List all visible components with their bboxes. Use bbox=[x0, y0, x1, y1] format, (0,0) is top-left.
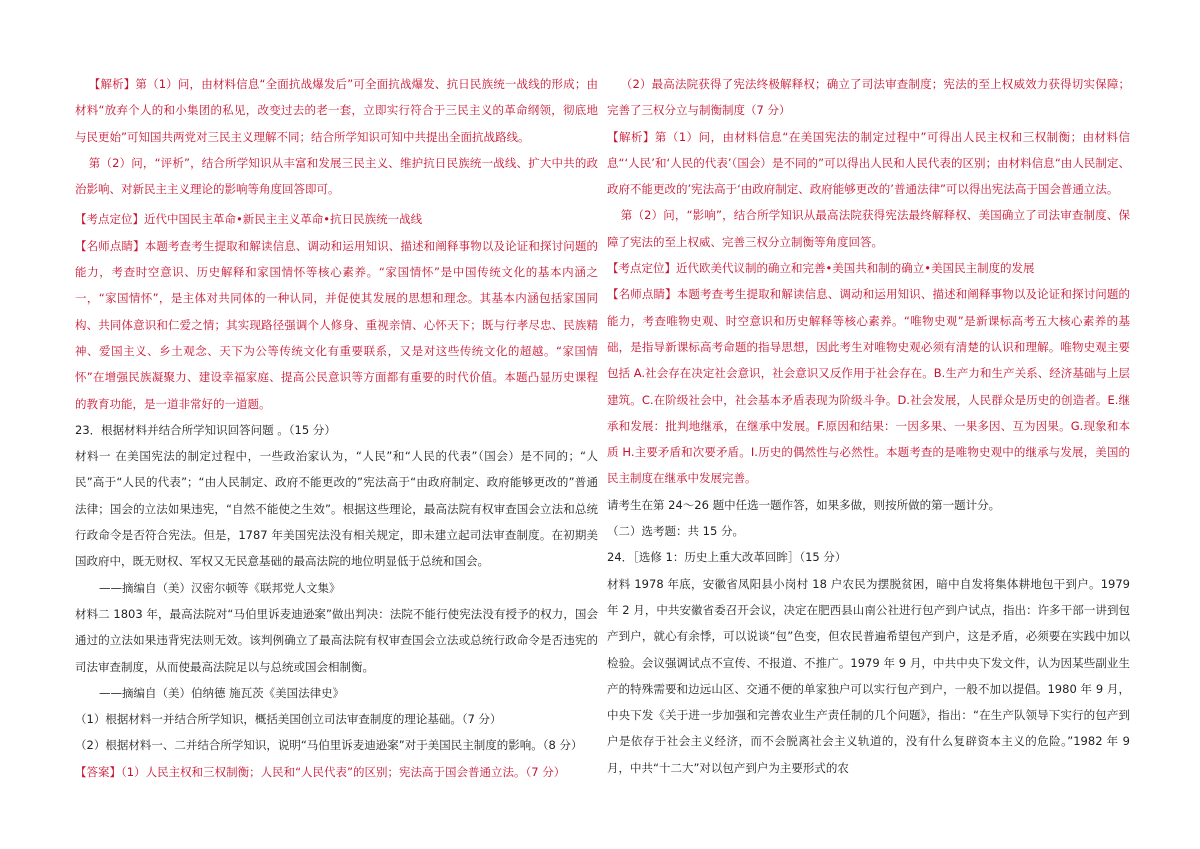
question-23-sub-2: （2）根据材料一、二并结合所学知识，说明“马伯里诉麦迪逊案”对于美国民主制度的影响。（8 分） bbox=[75, 738, 583, 753]
right-column bbox=[607, 71, 1130, 781]
topic-location-q23: 【考点定位】近代欧美代议制的确立和完善•美国共和制的确立•美国民主制度的发展 bbox=[607, 261, 1035, 276]
question-23-material-1: 材料一 在美国宪法的制定过程中，一些政治家认为，“人民”和“人民的代表”（国会）是不同的；“人民”高于“人民的代表”；“由人民制定、政府不能更改的”宪法高于“由政府制定、政府能够更改的”普通法律；国会的立法如果违宪，“自然不能使之生效”。根据这些理论，最高法院有权审查国会立法和总统行政命令是否符合宪法。但是，1787 年美国宪法没有相关规定，即未建立起司法审查制度。在初期美国政府中，既无财权、军权又无民意基础的最高法院的地位明显低于总统和国会。 bbox=[75, 449, 598, 569]
expert-tip-q22: 【名师点睛】本题考查考生提取和解读信息、调动和运用知识、描述和阐释事物以及论证和探讨问题的能力，考查时空意识、历史解释和家国情怀等核心素养。“家国情怀”是中国传统文化的基本内涵之一，“家国情怀”，是主体对共同体的一种认同，并促使其发展的思想和理念。其基本内涵包括家国同构、共同体意识和仁爱之情；其实现路径强调个人修身、重视亲情、心怀天下；既与行孝尽忠、民族精神、爱国主义、乡土观念、天下为公等传统文化有重要联系，又是对这些传统文化的超越。“家国情怀”在增强民族凝聚力、建设幸福家庭、提高公民意识等方面都有重要的时代价值。本题凸显历史课程的教育功能，是一道非常好的一道题。 bbox=[75, 238, 598, 411]
topic-location-q22: 【考点定位】近代中国民主革命•新民主主义革命•抗日民族统一战线 bbox=[75, 212, 423, 227]
analysis-q23-part1: 【解析】第（1）问，由材料信息“在美国宪法的制定过程中”可得出人民主权和三权制衡；由材料信息“‘人民’和‘人民的代表’（国会）是不同的”可以得出人民和人民代表的区别；由材料信息“由人民制定、政府不能更改的’宪法高于‘由政府制定、政府能够更改的’普通法律”可以得出宪法高于国会普通立法。 bbox=[607, 129, 1130, 197]
analysis-q22-part2: 第（2）问，“评析”，结合所学知识从丰富和发展三民主义、维护抗日民族统一战线、扩大中共的政治影响、对新民主主义理论的影响等角度回答即可。 bbox=[75, 155, 598, 197]
analysis-q23-part2: 第（2）问，“影响”，结合所学知识从最高法院获得宪法最终解释权、美国确立了司法审查制度、保障了宪法的至上权威、完善三权分立制衡等角度回答。 bbox=[607, 208, 1130, 249]
left-column bbox=[75, 71, 598, 785]
elective-section-title: （二）选考题：共 15 分。 bbox=[607, 524, 744, 539]
question-23-material-2: 材料二 1803 年，最高法院对“马伯里诉麦迪逊案”做出判决：法院不能行使宪法没有授予的权力，国会通过的立法如果违背宪法则无效。该判例确立了最高法院有权审查国会立法或总统行政命令是否违宪的司法审查制度，从而使最高法院足以与总统或国会相制衡。 bbox=[75, 606, 598, 674]
question-23-title: 23．根据材料并结合所学知识回答问题 。（15 分） bbox=[75, 422, 336, 437]
question-24-title: 24．［选修 1：历史上重大改革回眸］（15 分） bbox=[607, 550, 847, 565]
elective-instructions: 请考生在第 24～26 题中任选一题作答，如果多做，则按所做的第一题计分。 bbox=[607, 497, 1001, 512]
question-24-material: 材料 1978 年底，安徽省凤阳县小岗村 18 户农民为摆脱贫困，暗中自发将集体耕地包干到户。1979 年 2 月，中共安徽省委召开会议，决定在肥西县山南公社进行包产到户试点，指出：许多干部一讲到包产到户，就心有余悸，可以说谈“包”色变，但农民普遍希望包产到户，这是矛盾，必须要在实践中加以检验。会议强调试点不宣传、不报道、不推广。1979 年 9 月，中共中央下发文件，认为因某些副业生产的特殊需要和边远山区、交通不便的单家独户可以实行包产到户，一般不加以提倡。1980 年 9 月，中央下发《关于进一步加强和完善农业生产责任制的几个问题》，指出：“在生产队领导下实行的包产到户是依存于社会主义经济，而不会脱离社会主义轨道的，没有什么复辟资本主义的危险。”1982 年 9 月，中共“十二大”对以包产到户为主要形式的农 bbox=[607, 576, 1130, 775]
question-23-sub-1: （1）根据材料一并结合所学知识，概括美国创立司法审查制度的理论基础。（7 分） bbox=[75, 712, 502, 727]
analysis-q22-part1: 【解析】第（1）问，由材料信息“全面抗战爆发后”可全面抗战爆发、抗日民族统一战线的形成；由材料“放弃个人的和小集团的私见，改变过去的老一套，立即实行符合于三民主义的革命纲领，彻底地与民更始”可知国共两党对三民主义理解不同；结合所学知识可知中共提出全面抗战路线。 bbox=[75, 77, 598, 144]
answer-q23-part1: 【答案】（1）人民主权和三权制衡；人民和“人民代表”的区别；宪法高于国会普通立法。（7 分） bbox=[75, 764, 566, 779]
material-2-citation: ——摘编自（美）伯纳德 施瓦茨《美国法律史》 bbox=[99, 685, 345, 700]
answer-q23-part2: （2）最高法院获得了宪法终极解释权；确立了司法审查制度；宪法的至上权威效力获得切实保障；完善了三权分立与制衡制度（7 分） bbox=[607, 77, 1130, 118]
material-1-citation: ——摘编自（美）汉密尔顿等《联邦党人文集》 bbox=[99, 580, 341, 595]
expert-tip-q23: 【名师点睛】本题考查考生提取和解读信息、调动和运用知识、描述和阐释事物以及论证和探讨问题的能力，考查唯物史观、时空意识和历史解释等核心素养。“唯物史观”是新课标高考五大核心素养的基础，是指导新课标高考命题的指导思想，因此考生对唯物史观必须有清楚的认识和理解。唯物史观主要包括 A.社会存在决定社会意识，社会意识又反作用于社会存在。B.生产力和生产关系、经济基础与上层建筑。C.在阶级社会中，社会基本矛盾表现为阶级斗争。D.社会发展，人民群众是历史的创造者。E.继承和发展：批判地继承，在继承中发展。F.原因和结果：一因多果、一果多因、互为因果。G.现象和本质 H.主要矛盾和次要矛盾。I.历史的偶然性与必然性。本题考查的是唯物史观中的继承与发展，美国的民主制度在继承中发展完善。 bbox=[607, 287, 1130, 486]
